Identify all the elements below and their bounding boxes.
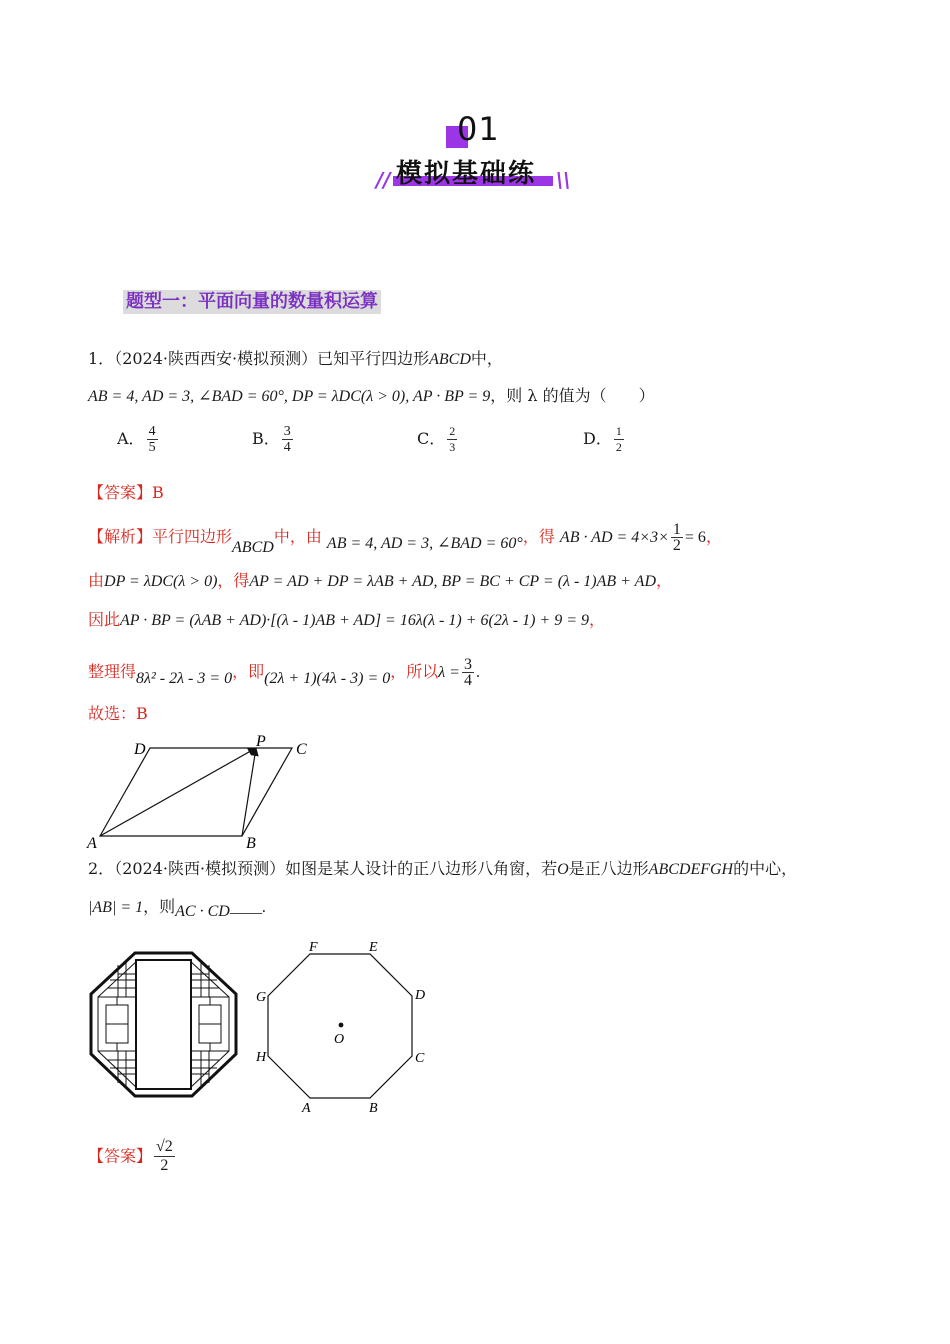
option-label: B． bbox=[252, 429, 280, 448]
analysis-text: ，所以 bbox=[390, 662, 439, 681]
option-label: A． bbox=[117, 429, 145, 448]
q1-ask: ，则 λ 的值为（ ） bbox=[490, 386, 655, 405]
answer-tag: 【答案】 bbox=[88, 1146, 153, 1166]
parallelogram-shape bbox=[100, 748, 292, 836]
q1-number: 1． bbox=[88, 349, 115, 368]
label-b: B bbox=[246, 835, 256, 852]
fraction-numerator: √2 bbox=[156, 1138, 173, 1155]
window-octagon-figure bbox=[88, 950, 243, 1100]
label-d: D bbox=[134, 741, 146, 758]
analysis-fraction bbox=[462, 657, 474, 688]
analysis-math: AB · AD = 4×3× bbox=[559, 529, 669, 546]
q2-text: 的中心， bbox=[733, 859, 798, 878]
analysis-text: ，即 bbox=[232, 662, 265, 681]
label-a: A bbox=[87, 835, 97, 852]
analysis-text: ， bbox=[589, 610, 606, 629]
q1-option-a bbox=[117, 424, 160, 455]
header-number: 01 bbox=[457, 110, 500, 148]
header-right-slash-icon: \\ bbox=[556, 168, 571, 192]
analysis-math: DP = λDC(λ > 0) bbox=[104, 573, 218, 590]
analysis-text: ，得 bbox=[522, 527, 555, 546]
window-center-panel bbox=[136, 960, 191, 1089]
option-fraction bbox=[282, 424, 293, 455]
q1-analysis-line-1 bbox=[88, 521, 722, 556]
label-c: C bbox=[415, 1051, 425, 1066]
header-left-slash-icon: // bbox=[376, 168, 391, 192]
option-label: C． bbox=[417, 429, 446, 448]
q1-option-d bbox=[583, 424, 626, 455]
q2-ask: AC · CD bbox=[175, 903, 230, 920]
q1-answer bbox=[88, 482, 164, 504]
q1-analysis-line-3 bbox=[88, 609, 605, 632]
analysis-shape: ABCD bbox=[232, 539, 274, 556]
analysis-text: 由 bbox=[88, 571, 105, 590]
octagon-center-dot bbox=[339, 1023, 344, 1028]
analysis-math: AP = AD + DP = λAB + AD, BP = BC + CP = (λ - 1)AB + AD bbox=[249, 573, 656, 590]
q1-source-tail: 中， bbox=[470, 349, 503, 368]
analysis-fraction bbox=[671, 522, 683, 553]
analysis-text: 整理得 bbox=[88, 662, 137, 681]
option-label: D． bbox=[583, 429, 612, 448]
option-fraction bbox=[614, 424, 624, 455]
fraction-denominator: 2 bbox=[160, 1157, 169, 1174]
fraction-numerator: 4 bbox=[148, 424, 156, 439]
analysis-text: ，得 bbox=[217, 571, 250, 590]
fraction-numerator: 3 bbox=[283, 424, 291, 439]
q2-blank: ____ bbox=[229, 899, 262, 916]
analysis-text: 中，由 bbox=[273, 527, 322, 546]
analysis-text: 平行四边形 bbox=[152, 527, 233, 546]
q1-choice: 故选：B bbox=[88, 704, 148, 723]
analysis-text: . bbox=[475, 664, 480, 681]
analysis-text: ， bbox=[656, 571, 673, 590]
q2-condition: |AB| = 1 bbox=[88, 899, 144, 916]
q1-line-1 bbox=[88, 348, 503, 371]
fraction-numerator: 3 bbox=[463, 656, 472, 673]
analysis-math: (2λ + 1)(4λ - 3) = 0 bbox=[264, 670, 391, 687]
q2-line-1 bbox=[88, 858, 797, 881]
q2-text: ，则 bbox=[143, 897, 176, 916]
label-p: P bbox=[256, 733, 266, 750]
fraction-denominator: 4 bbox=[283, 440, 291, 455]
q1-line-2 bbox=[88, 385, 655, 408]
answer-tag: 【答案】 bbox=[88, 483, 153, 502]
q1-source: （2024·陕西西安·模拟预测）已知平行四边形 bbox=[114, 349, 430, 368]
fraction-denominator: 3 bbox=[449, 440, 456, 454]
q1-option-c bbox=[417, 424, 459, 455]
q2-line-2 bbox=[88, 896, 266, 919]
label-o: O bbox=[334, 1032, 345, 1047]
vector-ap bbox=[100, 748, 256, 836]
q2-end: . bbox=[261, 899, 266, 916]
label-e: E bbox=[369, 940, 378, 955]
label-h: H bbox=[256, 1050, 267, 1065]
label-d: D bbox=[415, 988, 426, 1003]
option-fraction bbox=[147, 424, 158, 455]
q1-option-b bbox=[252, 424, 295, 455]
analysis-math: 8λ² - 2λ - 3 = 0 bbox=[136, 670, 233, 687]
section-title: 题型一：平面向量的数量积运算 bbox=[123, 290, 381, 314]
option-fraction bbox=[447, 424, 457, 455]
analysis-math: λ = bbox=[438, 664, 460, 681]
q1-analysis-line-4 bbox=[88, 657, 480, 688]
q2-text: （2024·陕西·模拟预测）如图是某人设计的正八边形八角窗，若 bbox=[114, 859, 558, 878]
analysis-math: AP · BP = (λAB + AD)·[(λ - 1)AB + AD] = 16λ(λ - 1) + 6(2λ - 1) + 9 = 9 bbox=[120, 612, 589, 629]
q2-text: 是正八边形 bbox=[568, 859, 649, 878]
q2-number: 2． bbox=[88, 859, 115, 878]
label-c: C bbox=[296, 741, 307, 758]
header-title: 模拟基础练 bbox=[396, 159, 537, 189]
fraction-numerator: 2 bbox=[449, 424, 456, 438]
label-b: B bbox=[369, 1101, 378, 1115]
q1-shape-name: ABCD bbox=[429, 351, 471, 368]
analysis-math: AB = 4, AD = 3, ∠BAD = 60° bbox=[326, 535, 523, 552]
analysis-math: = 6 bbox=[684, 529, 706, 546]
analysis-tag: 【解析】 bbox=[88, 527, 153, 546]
parallelogram-figure bbox=[80, 728, 320, 853]
fraction-numerator: 1 bbox=[615, 424, 622, 438]
label-g: G bbox=[256, 990, 267, 1005]
label-a: A bbox=[302, 1101, 311, 1115]
q2-center: O bbox=[557, 861, 569, 878]
fraction-denominator: 2 bbox=[615, 440, 622, 454]
q2-shape: ABCDEFGH bbox=[648, 861, 734, 878]
labeled-octagon-figure bbox=[252, 935, 432, 1115]
fraction-denominator: 5 bbox=[148, 440, 156, 455]
answer-fraction bbox=[154, 1138, 175, 1175]
fraction-numerator: 1 bbox=[672, 521, 681, 538]
answer-value: B bbox=[152, 483, 164, 502]
q1-conditions: AB = 4, AD = 3, ∠BAD = 60°, DP = λDC(λ > 0), AP · BP = 9 bbox=[88, 388, 491, 405]
label-f: F bbox=[309, 940, 318, 955]
fraction-denominator: 2 bbox=[672, 537, 681, 554]
q2-answer bbox=[88, 1138, 177, 1175]
fraction-denominator: 4 bbox=[463, 672, 472, 689]
q1-analysis-line-2 bbox=[88, 570, 672, 593]
analysis-text: 因此 bbox=[88, 610, 121, 629]
analysis-text: ， bbox=[705, 527, 722, 546]
